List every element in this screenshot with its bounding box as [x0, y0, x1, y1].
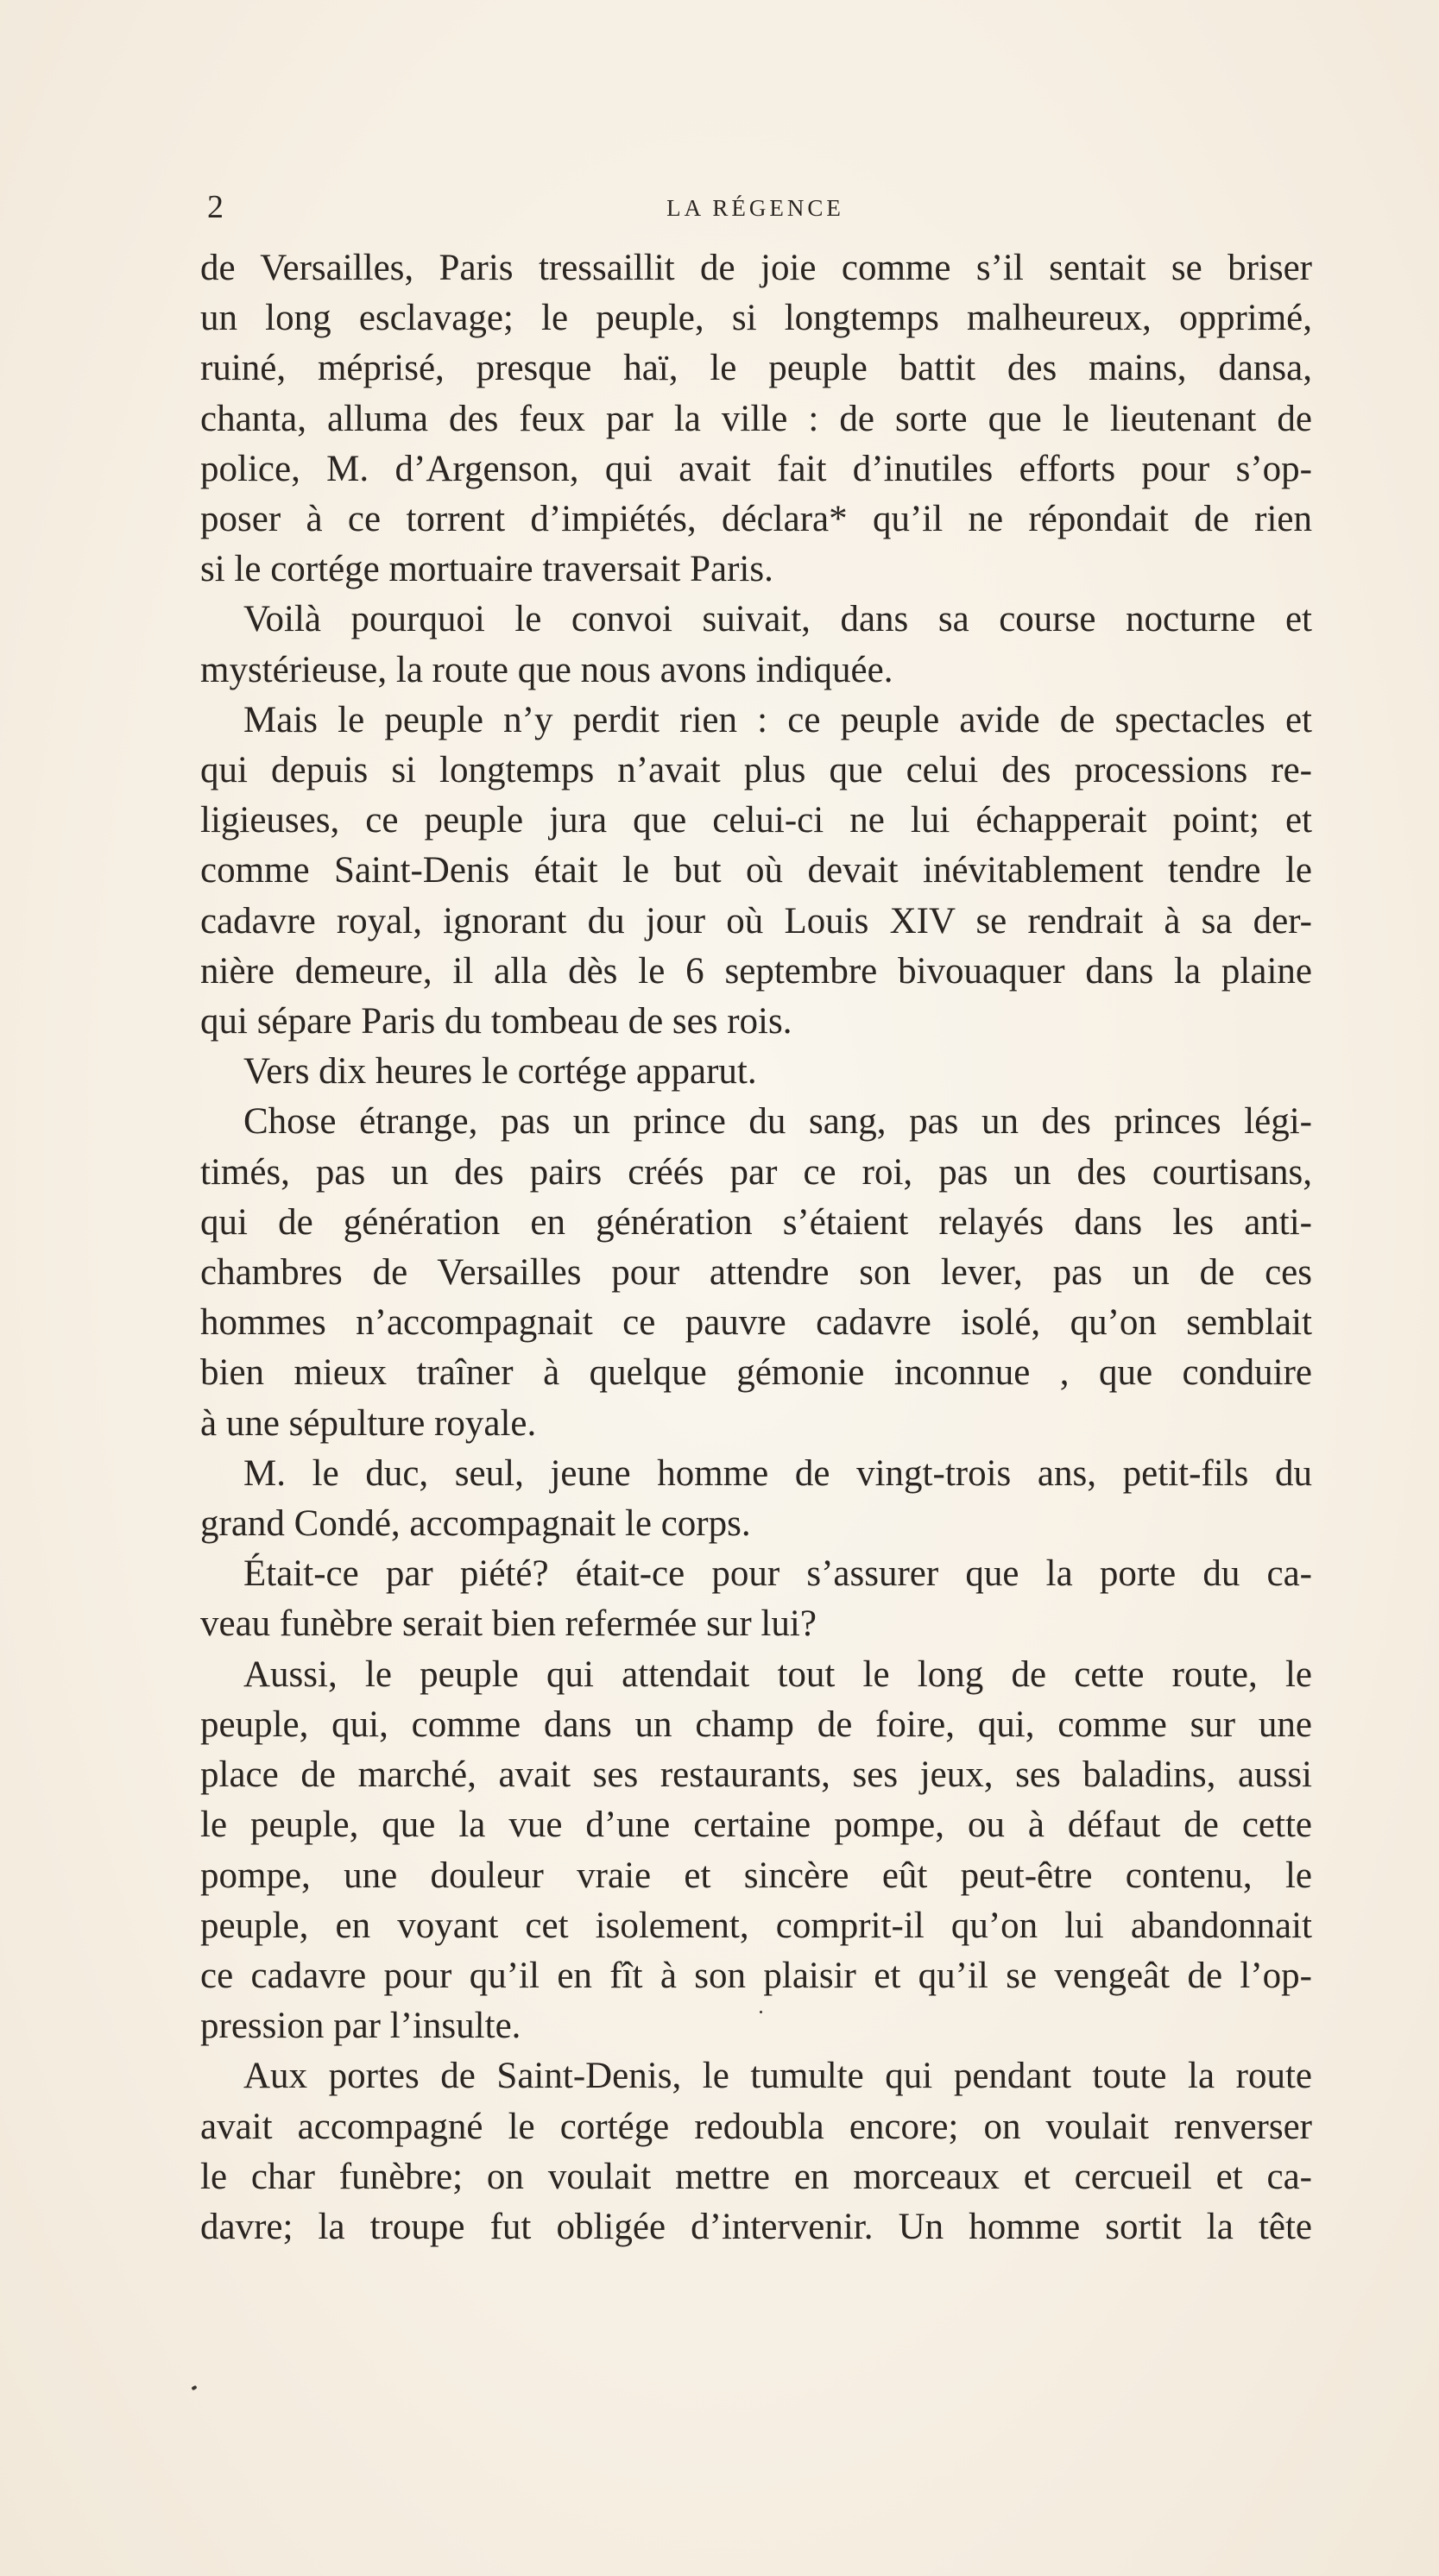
text-line: cadavre royal, ignorant du jour où Louis XIV se rendrait à sa der-: [200, 900, 1312, 942]
text-line: Aussi, le peuple qui attendait tout le long de cette route, le: [243, 1653, 1312, 1695]
text-line: qui sépare Paris du tombeau de ses rois.: [200, 1001, 792, 1042]
text-line: Vers dix heures le cortége apparut.: [243, 1051, 757, 1093]
text-line: pression par l’insulte.: [200, 2006, 521, 2047]
text-line: poser à ce torrent d’impiétés, déclara* qu’il ne répondait de rien: [200, 499, 1312, 540]
text-line: peuple, qui, comme dans un champ de foire, qui, comme sur une: [200, 1704, 1312, 1745]
text-line: chanta, alluma des feux par la ville : de sorte que le lieutenant de: [200, 398, 1312, 439]
ink-speck: [191, 2385, 197, 2390]
text-line: à une sépulture royale.: [200, 1402, 537, 1444]
text-line: comme Saint-Denis était le but où devait inévitablement tendre le: [200, 850, 1312, 891]
text-line: pompe, une douleur vraie et sincère eût peut-être contenu, le: [200, 1855, 1312, 1896]
text-line: timés, pas un des pairs créés par ce roi, pas un des courtisans,: [200, 1151, 1312, 1193]
text-line: de Versailles, Paris tressaillit de joie comme s’il sentait se briser: [200, 248, 1312, 288]
text-line: mystérieuse, la route que nous avons indiquée.: [200, 649, 893, 690]
text-line: Aux portes de Saint-Denis, le tumulte qui pendant toute la route: [243, 2056, 1312, 2097]
text-line: qui depuis si longtemps n’avait plus que celui des processions re-: [200, 750, 1312, 791]
text-line: qui de génération en génération s’étaient relayés dans les anti-: [200, 1201, 1312, 1243]
body-text: [200, 243, 1312, 2252]
text-line: ruiné, méprisé, presque haï, le peuple battit des mains, dansa,: [200, 348, 1312, 389]
text-line: grand Condé, accompagnait le corps.: [200, 1503, 751, 1545]
text-line: Mais le peuple n’y perdit rien : ce peuple avide de spectacles et: [243, 699, 1312, 740]
text-line: hommes n’accompagnait ce pauvre cadavre isolé, qu’on semblait: [200, 1302, 1312, 1344]
running-title: LA RÉGENCE: [666, 195, 844, 221]
text-line: un long esclavage; le peuple, si longtemps malheureux, opprimé,: [200, 298, 1312, 339]
text-line: si le cortége mortuaire traversait Paris.: [200, 549, 773, 590]
text-line: police, M. d’Argenson, qui avait fait d’inutiles efforts pour s’op-: [200, 448, 1312, 489]
text-line: peuple, en voyant cet isolement, comprit-il qu’on lui abandonnait: [200, 1905, 1312, 1946]
page-number: 2: [207, 189, 224, 225]
text-line: bien mieux traîner à quelque gémonie inconnue , que conduire: [200, 1352, 1312, 1394]
text-line: davre; la troupe fut obligée d’intervenir. Un homme sortit la tête: [200, 2206, 1312, 2247]
running-head: [199, 188, 1312, 231]
text-line: ce cadavre pour qu’il en fît à son plaisir et qu’il se vengeât de l’op-: [200, 1955, 1312, 1996]
text-line: Était-ce par piété? était-ce pour s’assurer que la porte du ca-: [243, 1553, 1312, 1595]
text-line: ligieuses, ce peuple jura que celui-ci ne lui échapperait point; et: [200, 800, 1312, 841]
text-line: chambres de Versailles pour attendre son lever, pas un de ces: [200, 1252, 1312, 1294]
text-line: le peuple, que la vue d’une certaine pompe, ou à défaut de cette: [200, 1804, 1312, 1846]
text-line: veau funèbre serait bien refermée sur lui?: [200, 1603, 817, 1645]
text-line: place de marché, avait ses restaurants, ses jeux, ses baladins, aussi: [200, 1754, 1312, 1796]
text-line: nière demeure, il alla dès le 6 septembre bivouaquer dans la plaine: [200, 950, 1312, 992]
text-line: le char funèbre; on voulait mettre en morceaux et cercueil et ca-: [200, 2156, 1312, 2197]
text-line: Voilà pourquoi le convoi suivait, dans sa course nocturne et: [243, 599, 1312, 640]
text-line: Chose étrange, pas un prince du sang, pas un des princes légi-: [243, 1101, 1312, 1143]
text-line: M. le duc, seul, jeune homme de vingt-trois ans, petit-fils du: [243, 1452, 1312, 1494]
text-line: avait accompagné le cortége redoubla encore; on voulait renverser: [200, 2106, 1312, 2147]
